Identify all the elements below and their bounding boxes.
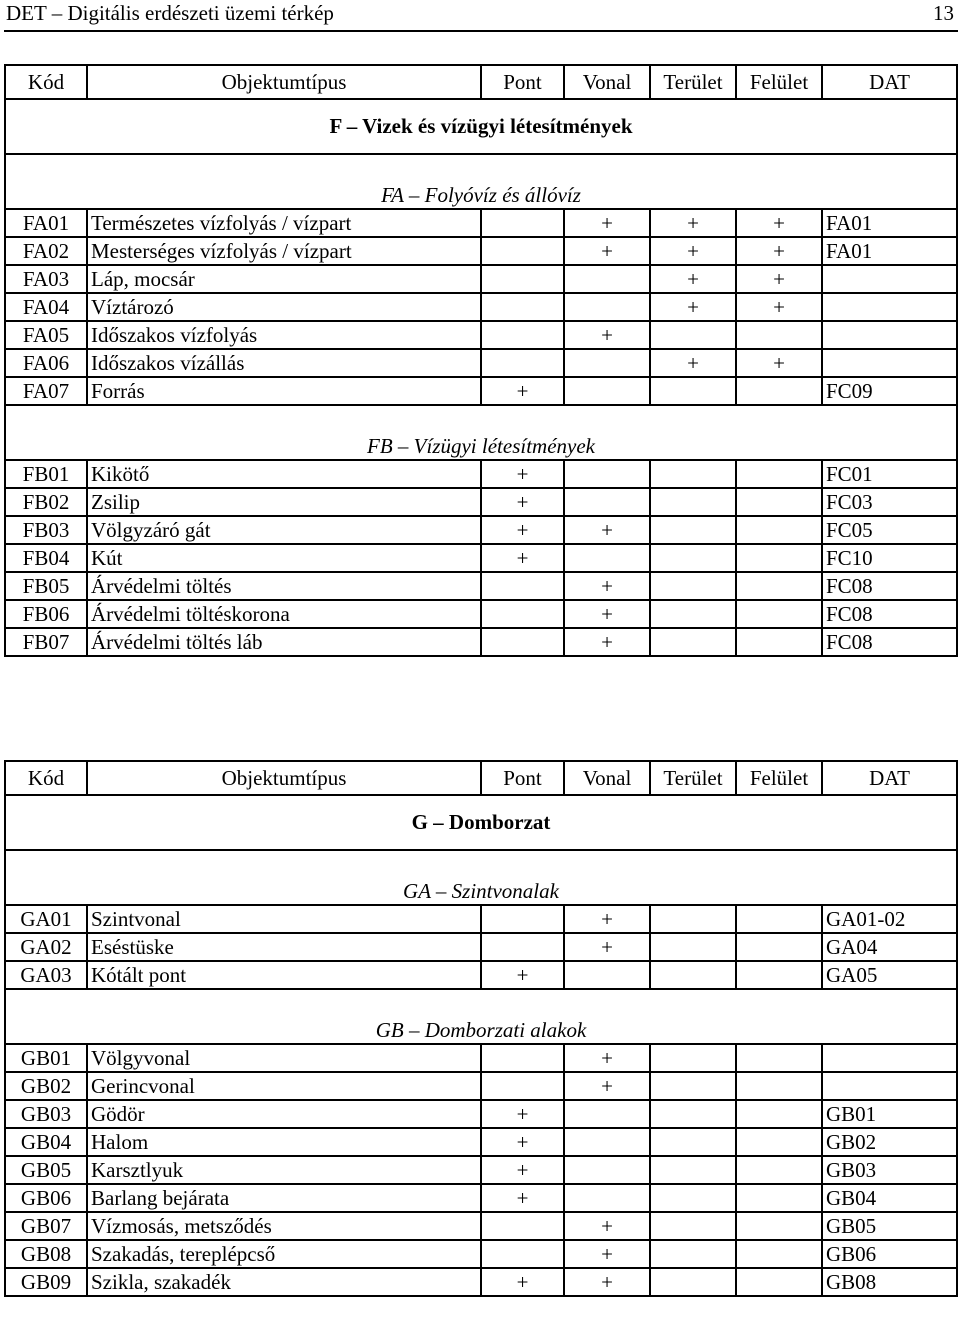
dat-cell <box>822 349 957 377</box>
dat-cell: GB08 <box>822 1268 957 1296</box>
line-cell <box>564 460 650 488</box>
point-cell: + <box>481 1156 564 1184</box>
dat-cell <box>822 265 957 293</box>
code-cell: FB01 <box>5 460 87 488</box>
point-cell <box>481 1240 564 1268</box>
point-cell <box>481 1044 564 1072</box>
object-type-cell: Zsilip <box>87 488 481 516</box>
table-row <box>5 1044 957 1072</box>
table-row <box>5 572 957 600</box>
line-cell <box>564 293 650 321</box>
table-row <box>5 628 957 656</box>
dat-cell: FA01 <box>822 237 957 265</box>
line-cell: + <box>564 209 650 237</box>
dat-cell: FC01 <box>822 460 957 488</box>
object-type-cell: Völgyvonal <box>87 1044 481 1072</box>
table-row <box>5 1184 957 1212</box>
surface-cell: + <box>736 349 822 377</box>
area-cell <box>650 1044 736 1072</box>
area-cell <box>650 1212 736 1240</box>
group-title: FA – Folyóvíz és állóvíz <box>5 154 957 209</box>
point-cell <box>481 905 564 933</box>
area-cell: + <box>650 209 736 237</box>
dat-cell: GA01-02 <box>822 905 957 933</box>
object-type-cell: Eséstüske <box>87 933 481 961</box>
point-cell <box>481 628 564 656</box>
point-cell <box>481 237 564 265</box>
line-cell: + <box>564 628 650 656</box>
point-cell <box>481 265 564 293</box>
area-cell <box>650 1240 736 1268</box>
table-row <box>5 1212 957 1240</box>
dat-cell: FC05 <box>822 516 957 544</box>
table-row <box>5 905 957 933</box>
table-row <box>5 516 957 544</box>
table-row <box>5 488 957 516</box>
table-row <box>5 237 957 265</box>
object-type-cell: Szakadás, tereplépcső <box>87 1240 481 1268</box>
point-cell <box>481 321 564 349</box>
surface-cell <box>736 1240 822 1268</box>
area-cell <box>650 1184 736 1212</box>
column-header: Felület <box>736 761 822 795</box>
code-cell: FB07 <box>5 628 87 656</box>
table-row <box>5 349 957 377</box>
point-cell <box>481 209 564 237</box>
dat-cell: FC08 <box>822 628 957 656</box>
code-cell: GB02 <box>5 1072 87 1100</box>
code-cell: GA02 <box>5 933 87 961</box>
object-type-cell: Természetes vízfolyás / vízpart <box>87 209 481 237</box>
code-cell: GB03 <box>5 1100 87 1128</box>
object-type-cell: Láp, mocsár <box>87 265 481 293</box>
surface-cell <box>736 1100 822 1128</box>
area-cell: + <box>650 349 736 377</box>
point-cell <box>481 1212 564 1240</box>
code-cell: FB02 <box>5 488 87 516</box>
column-header: Pont <box>481 65 564 99</box>
object-type-cell: Időszakos vízfolyás <box>87 321 481 349</box>
area-cell <box>650 905 736 933</box>
column-header: DAT <box>822 761 957 795</box>
table-row <box>5 209 957 237</box>
object-type-table <box>4 64 958 657</box>
point-cell <box>481 349 564 377</box>
table-row <box>5 1100 957 1128</box>
dat-cell <box>822 293 957 321</box>
object-type-cell: Árvédelmi töltés láb <box>87 628 481 656</box>
area-cell <box>650 488 736 516</box>
group-title: GB – Domborzati alakok <box>5 989 957 1044</box>
table-row <box>5 933 957 961</box>
object-type-cell: Víztározó <box>87 293 481 321</box>
point-cell <box>481 1072 564 1100</box>
surface-cell <box>736 1156 822 1184</box>
dat-cell: GB06 <box>822 1240 957 1268</box>
table-row <box>5 460 957 488</box>
object-type-cell: Időszakos vízállás <box>87 349 481 377</box>
surface-cell <box>736 1212 822 1240</box>
line-cell: + <box>564 1072 650 1100</box>
column-header: Kód <box>5 761 87 795</box>
table-row <box>5 265 957 293</box>
code-cell: GB09 <box>5 1268 87 1296</box>
area-cell <box>650 628 736 656</box>
surface-cell: + <box>736 293 822 321</box>
surface-cell <box>736 961 822 989</box>
object-type-cell: Barlang bejárata <box>87 1184 481 1212</box>
surface-cell <box>736 905 822 933</box>
table-row <box>5 1128 957 1156</box>
document-title: DET – Digitális erdészeti üzemi térkép <box>6 1 334 25</box>
object-type-cell: Árvédelmi töltéskorona <box>87 600 481 628</box>
object-type-cell: Kút <box>87 544 481 572</box>
object-type-cell: Vízmosás, metsződés <box>87 1212 481 1240</box>
surface-cell <box>736 1128 822 1156</box>
surface-cell: + <box>736 237 822 265</box>
column-header: Kód <box>5 65 87 99</box>
surface-cell: + <box>736 265 822 293</box>
table-row <box>5 293 957 321</box>
dat-cell <box>822 321 957 349</box>
line-cell: + <box>564 1240 650 1268</box>
surface-cell <box>736 321 822 349</box>
column-header: Pont <box>481 761 564 795</box>
table-row <box>5 1156 957 1184</box>
point-cell <box>481 933 564 961</box>
surface-cell <box>736 488 822 516</box>
table-row <box>5 1072 957 1100</box>
object-type-cell: Völgyzáró gát <box>87 516 481 544</box>
dat-cell: GB03 <box>822 1156 957 1184</box>
surface-cell <box>736 572 822 600</box>
line-cell <box>564 1184 650 1212</box>
column-header-row <box>5 65 957 99</box>
area-cell <box>650 933 736 961</box>
dat-cell: FC08 <box>822 572 957 600</box>
object-type-cell: Mesterséges vízfolyás / vízpart <box>87 237 481 265</box>
dat-cell: FC10 <box>822 544 957 572</box>
line-cell <box>564 544 650 572</box>
column-header: Objektumtípus <box>87 761 481 795</box>
section-title: F – Vizek és vízügyi létesítmények <box>5 99 957 154</box>
line-cell <box>564 265 650 293</box>
dat-cell <box>822 1072 957 1100</box>
code-cell: FB06 <box>5 600 87 628</box>
dat-cell: FC09 <box>822 377 957 405</box>
line-cell: + <box>564 572 650 600</box>
table-row <box>5 961 957 989</box>
point-cell: + <box>481 1268 564 1296</box>
group-title: FB – Vízügyi létesítmények <box>5 405 957 460</box>
dat-cell: GB01 <box>822 1100 957 1128</box>
dat-cell: GB05 <box>822 1212 957 1240</box>
line-cell: + <box>564 237 650 265</box>
page-number: 13 <box>933 1 954 25</box>
table-row <box>5 600 957 628</box>
table-row <box>5 321 957 349</box>
table-row <box>5 1268 957 1296</box>
dat-cell: FC03 <box>822 488 957 516</box>
page-header <box>0 0 960 30</box>
column-header: Felület <box>736 65 822 99</box>
code-cell: FB04 <box>5 544 87 572</box>
line-cell: + <box>564 933 650 961</box>
code-cell: GA01 <box>5 905 87 933</box>
column-header-row <box>5 761 957 795</box>
dat-cell: GB04 <box>822 1184 957 1212</box>
area-cell: + <box>650 265 736 293</box>
area-cell: + <box>650 293 736 321</box>
code-cell: FA06 <box>5 349 87 377</box>
line-cell: + <box>564 321 650 349</box>
point-cell <box>481 572 564 600</box>
surface-cell <box>736 1072 822 1100</box>
line-cell: + <box>564 1044 650 1072</box>
line-cell <box>564 377 650 405</box>
code-cell: FB03 <box>5 516 87 544</box>
object-type-cell: Halom <box>87 1128 481 1156</box>
area-cell <box>650 1100 736 1128</box>
section-title: G – Domborzat <box>5 795 957 850</box>
line-cell <box>564 961 650 989</box>
code-cell: GB01 <box>5 1044 87 1072</box>
line-cell: + <box>564 600 650 628</box>
point-cell: + <box>481 1128 564 1156</box>
line-cell <box>564 488 650 516</box>
dat-cell: GA04 <box>822 933 957 961</box>
surface-cell <box>736 460 822 488</box>
line-cell <box>564 349 650 377</box>
point-cell: + <box>481 377 564 405</box>
table-row <box>5 377 957 405</box>
object-type-cell: Karsztlyuk <box>87 1156 481 1184</box>
line-cell: + <box>564 1268 650 1296</box>
area-cell <box>650 544 736 572</box>
area-cell <box>650 1128 736 1156</box>
area-cell <box>650 1072 736 1100</box>
surface-cell <box>736 516 822 544</box>
code-cell: FA01 <box>5 209 87 237</box>
surface-cell <box>736 600 822 628</box>
object-type-table <box>4 760 958 1297</box>
point-cell: + <box>481 488 564 516</box>
table-row <box>5 1240 957 1268</box>
object-type-cell: Forrás <box>87 377 481 405</box>
surface-cell <box>736 1268 822 1296</box>
object-type-cell: Gerincvonal <box>87 1072 481 1100</box>
surface-cell <box>736 628 822 656</box>
surface-cell <box>736 544 822 572</box>
code-cell: GB07 <box>5 1212 87 1240</box>
surface-cell <box>736 1184 822 1212</box>
code-cell: GB06 <box>5 1184 87 1212</box>
column-header: Objektumtípus <box>87 65 481 99</box>
header-rule <box>4 30 958 32</box>
area-cell <box>650 377 736 405</box>
object-type-cell: Szikla, szakadék <box>87 1268 481 1296</box>
line-cell <box>564 1156 650 1184</box>
line-cell <box>564 1128 650 1156</box>
column-header: Terület <box>650 761 736 795</box>
area-cell <box>650 600 736 628</box>
point-cell: + <box>481 1100 564 1128</box>
column-header: Vonal <box>564 761 650 795</box>
object-type-cell: Gödör <box>87 1100 481 1128</box>
area-cell <box>650 961 736 989</box>
dat-cell: FC08 <box>822 600 957 628</box>
code-cell: FA03 <box>5 265 87 293</box>
group-title: GA – Szintvonalak <box>5 850 957 905</box>
table-row <box>5 544 957 572</box>
column-header: Terület <box>650 65 736 99</box>
line-cell: + <box>564 905 650 933</box>
code-cell: FA04 <box>5 293 87 321</box>
code-cell: GB05 <box>5 1156 87 1184</box>
dat-cell: FA01 <box>822 209 957 237</box>
code-cell: FA07 <box>5 377 87 405</box>
surface-cell: + <box>736 209 822 237</box>
area-cell <box>650 1268 736 1296</box>
column-header: Vonal <box>564 65 650 99</box>
object-type-cell: Árvédelmi töltés <box>87 572 481 600</box>
object-type-cell: Kikötő <box>87 460 481 488</box>
area-cell <box>650 516 736 544</box>
dat-cell <box>822 1044 957 1072</box>
code-cell: FA02 <box>5 237 87 265</box>
point-cell: + <box>481 1184 564 1212</box>
code-cell: FB05 <box>5 572 87 600</box>
line-cell: + <box>564 1212 650 1240</box>
point-cell: + <box>481 961 564 989</box>
point-cell <box>481 600 564 628</box>
surface-cell <box>736 1044 822 1072</box>
point-cell: + <box>481 544 564 572</box>
point-cell <box>481 293 564 321</box>
area-cell <box>650 321 736 349</box>
area-cell <box>650 460 736 488</box>
code-cell: GA03 <box>5 961 87 989</box>
point-cell: + <box>481 516 564 544</box>
object-type-cell: Szintvonal <box>87 905 481 933</box>
area-cell <box>650 572 736 600</box>
code-cell: FA05 <box>5 321 87 349</box>
dat-cell: GA05 <box>822 961 957 989</box>
code-cell: GB08 <box>5 1240 87 1268</box>
dat-cell: GB02 <box>822 1128 957 1156</box>
point-cell: + <box>481 460 564 488</box>
surface-cell <box>736 377 822 405</box>
area-cell: + <box>650 237 736 265</box>
column-header: DAT <box>822 65 957 99</box>
object-type-cell: Kótált pont <box>87 961 481 989</box>
line-cell <box>564 1100 650 1128</box>
surface-cell <box>736 933 822 961</box>
line-cell: + <box>564 516 650 544</box>
area-cell <box>650 1156 736 1184</box>
code-cell: GB04 <box>5 1128 87 1156</box>
